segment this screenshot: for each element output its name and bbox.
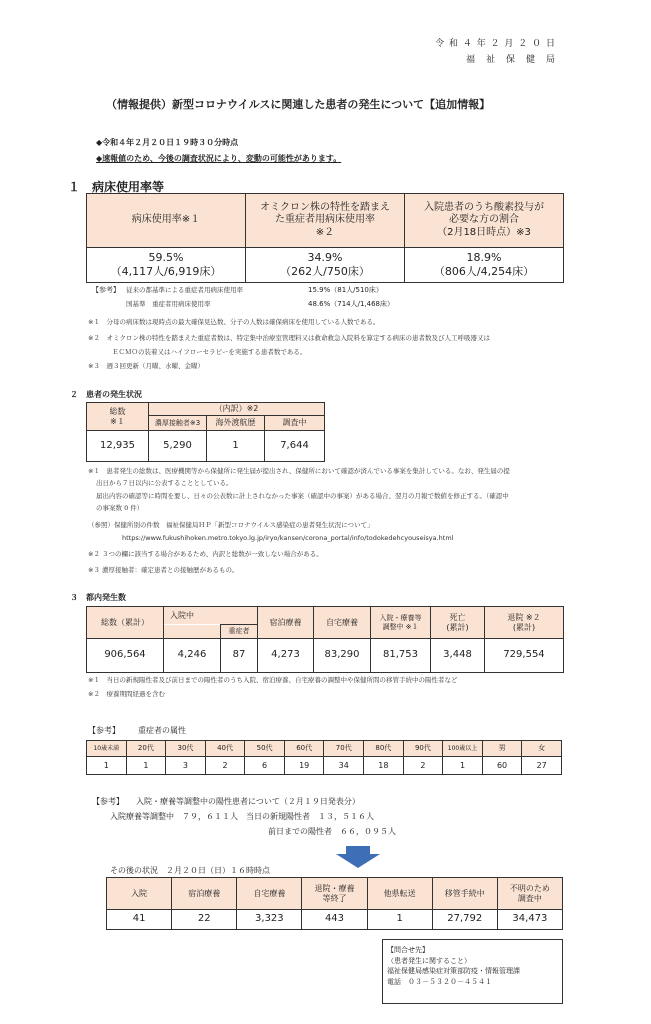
death-header: 死亡 (累計) xyxy=(431,607,485,639)
after-status-header: 入院 xyxy=(107,878,172,910)
section1-note-1: ※１ 分母の病床数は現時点の最大確保見込数、分子の人数は確保病床を使用している人数である。 xyxy=(88,318,380,326)
section1-note-2: ※２ オミクロン株の特性を踏まえた重症者数は、特定集中治療室管理料又は救命救急入院料を算定する病床の患者数及び人工呼吸器又は xyxy=(88,334,490,342)
discharge-header: 退院 ※２ (累計) xyxy=(485,607,564,639)
adjust-line-1: 入院療養等調整中 ７９，６１１人 当日の新規陽性者 １３，５１６人 xyxy=(110,812,374,821)
patient-occurrence-table xyxy=(86,402,325,462)
severe-attr-header: 70代 xyxy=(324,741,364,757)
home-care-header: 自宅療養 xyxy=(314,607,371,639)
after-status-value: 34,473 xyxy=(497,910,562,930)
section2-note-1d: の事案数 0 件） xyxy=(96,504,144,512)
investigating-value: 7,644 xyxy=(265,431,325,462)
tokyo-cases-table xyxy=(86,606,564,673)
discharge-value: 729,554 xyxy=(485,639,564,673)
severe-bed-usage-value: 34.9% （262人/750床） xyxy=(246,248,405,283)
after-status-value: 41 xyxy=(107,910,172,930)
after-status-header: 他県転送 xyxy=(367,878,432,910)
severe-attr-header: 90代 xyxy=(403,741,443,757)
severe-attr-value: 6 xyxy=(245,757,285,775)
after-status-value: 22 xyxy=(172,910,237,930)
investigating-header: 調査中 xyxy=(265,416,325,431)
severe-attr-value: 2 xyxy=(205,757,245,775)
section1-heading: １ 病床使用率等 xyxy=(68,180,165,194)
ref-old-standard-value: 15.9%（81人/510床） xyxy=(308,286,383,294)
total-value: 12,935 xyxy=(87,431,149,462)
severe-attr-header: 60代 xyxy=(284,741,324,757)
severe-header: 重症者 xyxy=(221,625,258,639)
contact-subject: （患者発生に関すること） xyxy=(387,956,471,965)
overseas-value: 1 xyxy=(207,431,265,462)
after-status-header: 自宅療養 xyxy=(237,878,302,910)
ref-national-label: 国基準 重症者用病床使用率 xyxy=(126,300,211,308)
severe-attr-header: 80代 xyxy=(364,741,404,757)
hospitalized-value: 4,246 xyxy=(164,639,221,673)
adjust-ref-label: 【参考】 xyxy=(92,797,124,806)
bed-usage-table xyxy=(86,193,564,283)
contact-box xyxy=(382,939,563,1004)
oxygen-ratio-header: 入院患者のうち酸素投与が 必要な方の割合 （2月18日時点）※3 xyxy=(405,194,564,248)
preliminary-note: ◆速報値のため、今後の調査状況により、変動の可能性があります。 xyxy=(96,154,342,163)
after-status-value: 27,792 xyxy=(432,910,497,930)
hospitalized-header: 入院中 xyxy=(164,607,258,625)
overseas-header: 海外渡航歴 xyxy=(207,416,265,431)
severe-attr-value: 60 xyxy=(482,757,522,775)
timestamp-note: ◆令和４年２月２０日１９時３０分時点 xyxy=(96,138,239,147)
lodging-header: 宿泊療養 xyxy=(258,607,314,639)
issuing-department: 福 祉 保 健 局 xyxy=(465,55,556,65)
severe-attr-header: 男 xyxy=(482,741,522,757)
section3-note-2: ※２ 療養期間経過を含む xyxy=(88,690,165,698)
severe-attr-header: 30代 xyxy=(166,741,206,757)
severe-attr-header: 50代 xyxy=(245,741,285,757)
severe-ref-label: 【参考】 xyxy=(88,726,120,735)
adjust-line-2: 前日までの陽性者 ６６，０９５人 xyxy=(268,827,396,836)
after-status-table xyxy=(106,877,563,930)
bed-usage-value: 59.5% （4,117人/6,919床） xyxy=(87,248,246,283)
section3-note-1: ※１ 当日の新規陽性者及び前日までの陽性者のうち入院、宿泊療養、自宅療養の調整中や保健所間の移管手続中の陽性者など xyxy=(88,676,458,684)
after-status-value: 443 xyxy=(302,910,367,930)
after-status-value: 1 xyxy=(367,910,432,930)
severe-attributes-table xyxy=(86,740,562,775)
section2-note-3: ※３ 濃厚接触者：確定患者との接触歴があるもの。 xyxy=(88,566,239,574)
adjust-title: 入院・療養等調整中の陽性患者について（２月１９日発表分） xyxy=(136,797,360,806)
section2-note-1c: 届出内容の確認等に時間を要し、日々の公表数に計上されなかった事案（確認中の事案）がある場合、翌月の月報で数値を修正する。（確認中 xyxy=(96,492,509,500)
severe-attr-value: 1 xyxy=(443,757,483,775)
after-status-value: 3,323 xyxy=(237,910,302,930)
after-status-title: その後の状況 ２月２０日（日）１６時時点 xyxy=(110,866,270,875)
severe-attr-value: 1 xyxy=(87,757,127,775)
severe-attr-header: 10歳未満 xyxy=(87,741,127,757)
ref-old-standard-label: 従来の都基準による重症者用病床使用率 xyxy=(126,286,243,294)
severe-attr-header: 40代 xyxy=(205,741,245,757)
section2-note-1b: 出日から７日以内に公表することとしている。 xyxy=(96,479,233,487)
ref-national-value: 48.6%（714人/1,468床） xyxy=(308,300,394,308)
adjusting-header: 入院・療養等 調整中 ※１ xyxy=(371,607,431,639)
after-status-header: 移管手続中 xyxy=(432,878,497,910)
cumulative-total-value: 906,564 xyxy=(87,639,164,673)
after-status-header: 不明のため 調査中 xyxy=(497,878,562,910)
severe-attr-header: 100歳以上 xyxy=(443,741,483,757)
document-date: 令 和 ４ 年 ２ 月 ２ ０ 日 xyxy=(435,39,556,49)
severe-attr-value: 34 xyxy=(324,757,364,775)
severe-attr-header: 女 xyxy=(522,741,562,757)
severe-attributes-title: 重症者の属性 xyxy=(138,726,186,735)
severe-attr-value: 3 xyxy=(166,757,206,775)
section2-note-2: ※２ ３つの欄に該当する場合があるため、内訳と総数が一致しない場合がある。 xyxy=(88,550,323,558)
adjusting-value: 81,753 xyxy=(371,639,431,673)
bed-usage-header: 病床使用率※１ xyxy=(87,194,246,248)
page-title: （情報提供）新型コロナウイルスに関連した患者の発生について【追加情報】 xyxy=(106,98,491,111)
section2-note-1: ※１ 患者発生の総数は、医療機関等から保健所に発生届が提出され、保健所において確認が済んでいる事案を集計している。なお、発生届の提 xyxy=(88,467,510,475)
death-value: 3,448 xyxy=(431,639,485,673)
down-arrow-icon xyxy=(336,846,380,868)
reference-label: 【参考】 xyxy=(92,286,120,294)
home-care-value: 83,290 xyxy=(314,639,371,673)
severe-attr-header: 20代 xyxy=(126,741,166,757)
section1-note-3: ※３ 週３回更新（月曜、水曜、金曜） xyxy=(88,362,204,370)
after-status-header: 退院・療養 等終了 xyxy=(302,878,367,910)
oxygen-ratio-value: 18.9% （806人/4,254床） xyxy=(405,248,564,283)
section2-heading: ２ 患者の発生状況 xyxy=(70,390,142,399)
lodging-value: 4,273 xyxy=(258,639,314,673)
close-contact-header: 濃厚接触者※3 xyxy=(149,416,207,431)
severe-attr-value: 18 xyxy=(364,757,404,775)
after-status-header: 宿泊療養 xyxy=(172,878,237,910)
contact-heading: 【問合せ先】 xyxy=(387,946,429,954)
severe-bed-usage-header: オミクロン株の特性を踏まえ た重症者用病床使用率 ※２ xyxy=(246,194,405,248)
severe-attr-value: 19 xyxy=(284,757,324,775)
severe-value: 87 xyxy=(221,639,258,673)
contact-phone: 電話 ０３－５３２０－４５４１ xyxy=(387,977,492,986)
cumulative-total-header: 総数（累計） xyxy=(87,607,164,639)
contact-department: 福祉保健局感染症対策部防疫・情報管理課 xyxy=(387,967,520,975)
section1-note-2b: ＥＣＭＯの装着又はハイフローセラピーを実施する患者数である。 xyxy=(112,348,307,356)
total-header: 総数 ※１ xyxy=(87,403,149,431)
severe-attr-value: 2 xyxy=(403,757,443,775)
section2-ref-url[interactable]: https://www.fukushihoken.metro.tokyo.lg.jp/iryo/kansen/corona_portal/info/todokedehcyouseisya.html xyxy=(122,534,454,542)
severe-attr-value: 1 xyxy=(126,757,166,775)
section2-ref-note: （参照）保健所別の件数 福祉保健局ＨＰ「新型コロナウイルス感染症の患者発生状況について」 xyxy=(88,521,374,529)
severe-attr-value: 27 xyxy=(522,757,562,775)
breakdown-header: （内訳）※2 xyxy=(149,403,325,416)
close-contact-value: 5,290 xyxy=(149,431,207,462)
section3-heading: ３ 都内発生数 xyxy=(70,593,126,602)
